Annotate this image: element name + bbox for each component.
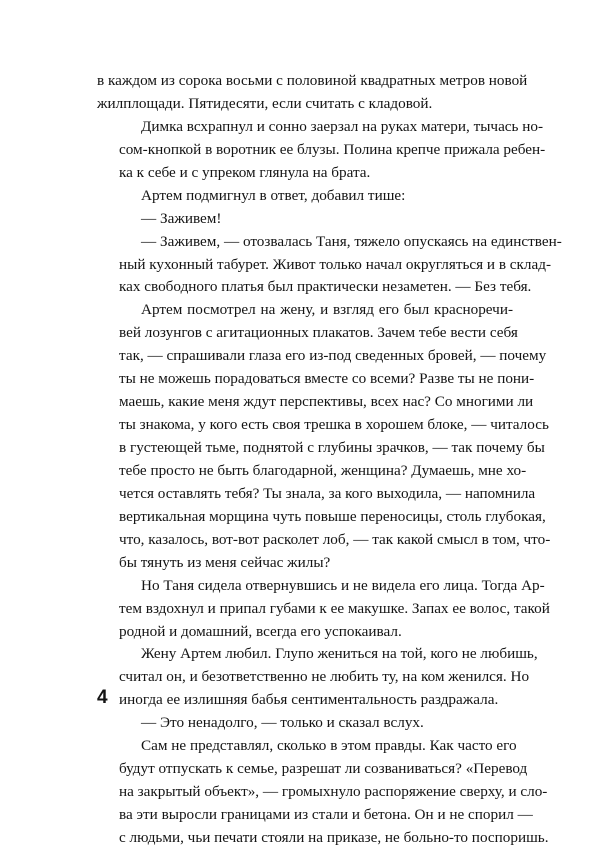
paragraph: [97, 185, 513, 208]
paragraph: [97, 643, 538, 712]
text-line: в густеющей тьме, поднятой с глубины зрачков, — так почему бы: [119, 439, 545, 456]
text-line: ка к себе и с упреком глянула на брата.: [119, 163, 371, 181]
text-line: тебе просто не быть благодарной, женщина? Думаешь, мне хо-: [119, 461, 527, 479]
paragraph: [97, 208, 513, 231]
text-line: ках свободного платья был практически незаметен. — Без тебя.: [119, 278, 532, 296]
text-line: Артем посмотрел на жену, и взгляд его был красноречи-: [141, 301, 513, 319]
text-line: родной и домашний, всегда его успокаивал.: [119, 622, 402, 640]
text-line: ва эти выросли границами из стали и бетона. Он и не спорил —: [119, 806, 533, 823]
book-page-text: [97, 70, 562, 850]
paragraph: [97, 712, 513, 735]
text-line: ты знакома, у кого есть своя трешка в хорошем блоке, — читалось: [119, 416, 549, 434]
text-line: ты не можешь порадоваться вместе со всеми? Разве ты не пони-: [119, 370, 535, 388]
text-line: так, — спрашивали глаза его из-под сведенных бровей, — почему: [119, 347, 547, 365]
paragraph: [97, 735, 549, 850]
text-line: будут отпускать к семье, разрешат ли созваниваться? «Перевод: [119, 760, 528, 778]
text-line: на закрытый объект», — громыхнуло распоряжение сверху, и сло-: [119, 783, 548, 801]
text-line: жилплощади. Пятидесяти, если считать с кладовой.: [97, 94, 433, 112]
page-number: 4: [97, 687, 108, 708]
paragraph: [97, 116, 546, 185]
paragraph: [97, 575, 550, 644]
paragraph: [97, 70, 528, 116]
text-line: в каждом из сорока восьми с половиной квадратных метров новой: [97, 72, 528, 89]
text-line: ный кухонный табурет. Живот только начал округляться и в склад-: [119, 255, 552, 273]
text-line: Жену Артем любил. Глупо жениться на той, кого не любишь,: [141, 645, 538, 663]
text-line: маешь, какие меня ждут перспективы, всех нас? Со многими ли: [119, 393, 534, 411]
text-line: сом-кнопкой в воротник ее блузы. Полина крепче прижала ребен-: [119, 140, 546, 158]
text-line: — Заживем!: [141, 209, 222, 227]
text-line: тем вздохнул и припал губами к ее макушке. Запах ее волос, такой: [119, 599, 550, 617]
text-line: бы тянуть из меня сейчас жилы?: [119, 553, 331, 571]
text-line: вей лозунгов с агитационных плакатов. Зачем тебе вести себя: [119, 324, 518, 342]
text-line: что, казалось, вот-вот расколет лоб, — так какой смысл в том, что-: [119, 530, 551, 548]
text-line: — Заживем, — отозвалась Таня, тяжело опускаясь на единствен-: [141, 232, 562, 250]
text-line: чется оставлять тебя? Ты знала, за кого выходила, — напомнила: [119, 484, 536, 502]
text-line: Но Таня сидела отвернувшись и не видела его лица. Тогда Ар-: [141, 576, 545, 594]
text-line: Димка всхрапнул и сонно заерзал на руках матери, тычась но-: [141, 117, 544, 135]
paragraph: [97, 299, 551, 574]
text-line: вертикальная морщина чуть повыше переносицы, столь глубокая,: [119, 507, 546, 525]
text-line: с людьми, чьи печати стояли на приказе, не больно-то поспоришь.: [119, 828, 549, 846]
text-line: — Это ненадолго, — только и сказал вслух.: [141, 714, 424, 732]
text-line: иногда ее излишняя бабья сентиментальность раздражала.: [119, 691, 499, 709]
text-line: считал он, и безответственно не любить ту, на ком женился. Но: [119, 668, 530, 686]
paragraph: [97, 231, 562, 300]
text-line: Сам не представлял, сколько в этом правды. Как часто его: [141, 737, 517, 755]
text-line: Артем подмигнул в ответ, добавил тише:: [141, 186, 406, 204]
